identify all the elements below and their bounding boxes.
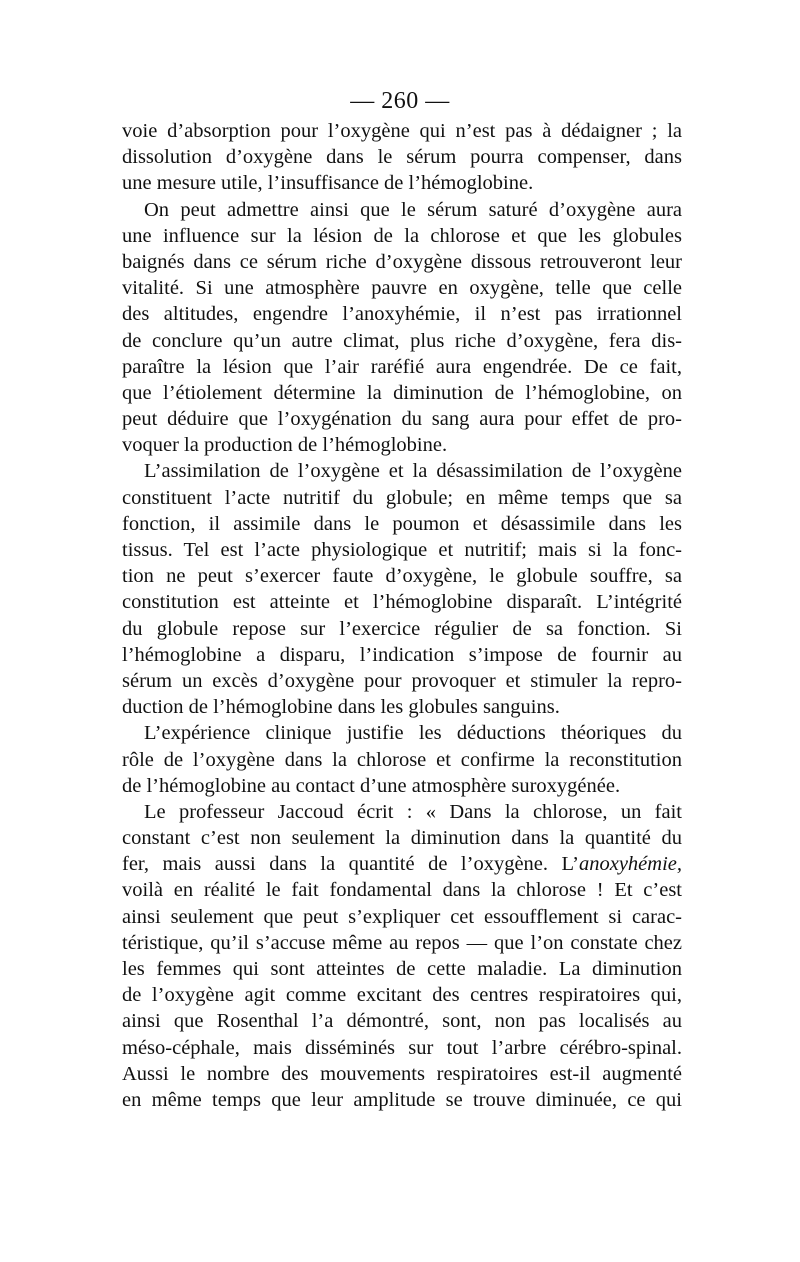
text-line-content: rôle de l’oxygène dans la chlorose et confirme la reconstitution [122, 748, 682, 771]
text-line [122, 537, 682, 563]
text-line [122, 249, 682, 275]
text-line-content: téristique, qu’il s’accuse même au repos — que l’on constate chez [122, 931, 682, 954]
text-line [122, 485, 682, 511]
text-line-content: fonction, il assimile dans le poumon et désassimile dans les [122, 512, 682, 535]
text-line [122, 930, 682, 956]
text-line-content: ainsi seulement que peut s’expliquer cet essoufflement si carac- [122, 905, 682, 928]
text-line [122, 458, 682, 484]
text-line [122, 432, 682, 458]
text-line [122, 1061, 682, 1087]
text-line [122, 694, 682, 720]
text-line [122, 275, 682, 301]
text-line-content: constitution est atteinte et l’hémoglobine disparaît. L’intégrité [122, 591, 682, 614]
text-line-content: voie d’absorption pour l’oxygène qui n’est pas à dédaigner ; la [122, 120, 682, 142]
text-line-content: sérum un excès d’oxygène pour provoquer et stimuler la repro- [122, 669, 682, 692]
text-line [122, 118, 682, 144]
text-line [122, 406, 682, 432]
text-line [122, 956, 682, 982]
text-line-content: On peut admettre ainsi que le sérum saturé d’oxygène aura [144, 198, 682, 221]
text-line-content: L’expérience clinique justifie les déductions théoriques du [144, 722, 682, 745]
italic-term: anoxyhémie, [578, 853, 682, 876]
text-line-content: que l’étiolement détermine la diminution de l’hémoglobine, on [122, 381, 682, 404]
text-line-content: baignés dans ce sérum riche d’oxygène dissous retrouveront leur [122, 250, 682, 273]
text-line-content: une influence sur la lésion de la chlorose et que les globules [122, 224, 682, 247]
text-line-content: de l’hémoglobine au contact d’une atmosphère suroxygénée. [122, 774, 621, 797]
text-line [122, 1035, 682, 1061]
text-line-content: en même temps que leur amplitude se trouve diminuée, ce qui [122, 1088, 682, 1111]
body-text [122, 118, 682, 1113]
text-line-content: tion ne peut s’exercer faute d’oxygène, le globule souffre, sa [122, 565, 682, 588]
text-line [122, 1087, 682, 1113]
text-line [122, 851, 682, 877]
text-line [122, 328, 682, 354]
text-line [122, 1008, 682, 1034]
text-line-content: de conclure qu’un autre climat, plus riche d’oxygène, fera dis- [122, 329, 682, 352]
text-line-content: les femmes qui sont atteintes de cette maladie. La diminution [122, 958, 682, 980]
text-line [122, 589, 682, 615]
text-line-content: méso-céphale, mais disséminés sur tout l’arbre cérébro-spinal. [122, 1036, 682, 1059]
text-line-content: vitalité. Si une atmosphère pauvre en oxygène, telle que celle [122, 277, 682, 300]
text-line-content: L’assimilation de l’oxygène et la désassimilation de l’oxygène [144, 460, 682, 483]
text-line-content: peut déduire que l’oxygénation du sang aura pour effet de pro- [122, 408, 682, 431]
text-line-content: voquer la production de l’hémoglobine. [122, 434, 448, 457]
text-line-content: une mesure utile, l’insuffisance de l’hémoglobine. [122, 172, 534, 195]
text-line-content: duction de l’hémoglobine dans les globules sanguins. [122, 696, 560, 719]
text-line [122, 197, 682, 223]
text-line [122, 144, 682, 170]
text-line-content: fer, mais aussi dans la quantité de l’oxygène. L’ [122, 853, 579, 876]
text-line-content: constant c’est non seulement la diminution dans la quantité du [122, 827, 682, 850]
text-line-content: dissolution d’oxygène dans le sérum pourra compenser, dans [122, 146, 682, 169]
text-line [122, 747, 682, 773]
text-line [122, 380, 682, 406]
text-line-content: ainsi que Rosenthal l’a démontré, sont, non pas localisés au [122, 1010, 682, 1033]
text-line [122, 354, 682, 380]
text-line [122, 170, 682, 196]
text-line-content: voilà en réalité le fait fondamental dans la chlorose ! Et c’est [122, 879, 682, 902]
text-line [122, 642, 682, 668]
text-line [122, 982, 682, 1008]
text-line-content: paraître la lésion que l’air raréfié aura engendrée. De ce fait, [122, 355, 682, 378]
text-line-content: l’hémoglobine a disparu, l’indication s’impose de fournir au [122, 643, 682, 666]
text-line [122, 223, 682, 249]
text-line [122, 877, 682, 903]
text-line-content: tissus. Tel est l’acte physiologique et nutritif; mais si la fonc- [122, 539, 682, 561]
text-line [122, 616, 682, 642]
text-line [122, 720, 682, 746]
text-line-content: de l’oxygène agit comme excitant des centres respiratoires qui, [122, 984, 682, 1007]
text-line [122, 799, 682, 825]
text-line [122, 825, 682, 851]
text-line-content: Le professeur Jaccoud écrit : « Dans la chlorose, un fait [144, 800, 682, 823]
text-line [122, 301, 682, 327]
text-line [122, 563, 682, 589]
text-line-content: du globule repose sur l’exercice régulier de sa fonction. Si [122, 617, 682, 640]
text-line [122, 668, 682, 694]
text-line [122, 511, 682, 537]
text-line [122, 773, 682, 799]
text-line-content: Aussi le nombre des mouvements respiratoires est-il augmenté [122, 1062, 682, 1085]
page-number: — 260 — [350, 88, 450, 114]
text-line-content: des altitudes, engendre l’anoxyhémie, il n’est pas irrationnel [122, 303, 682, 326]
text-line-content: constituent l’acte nutritif du globule; en même temps que sa [122, 486, 682, 509]
text-line [122, 904, 682, 930]
